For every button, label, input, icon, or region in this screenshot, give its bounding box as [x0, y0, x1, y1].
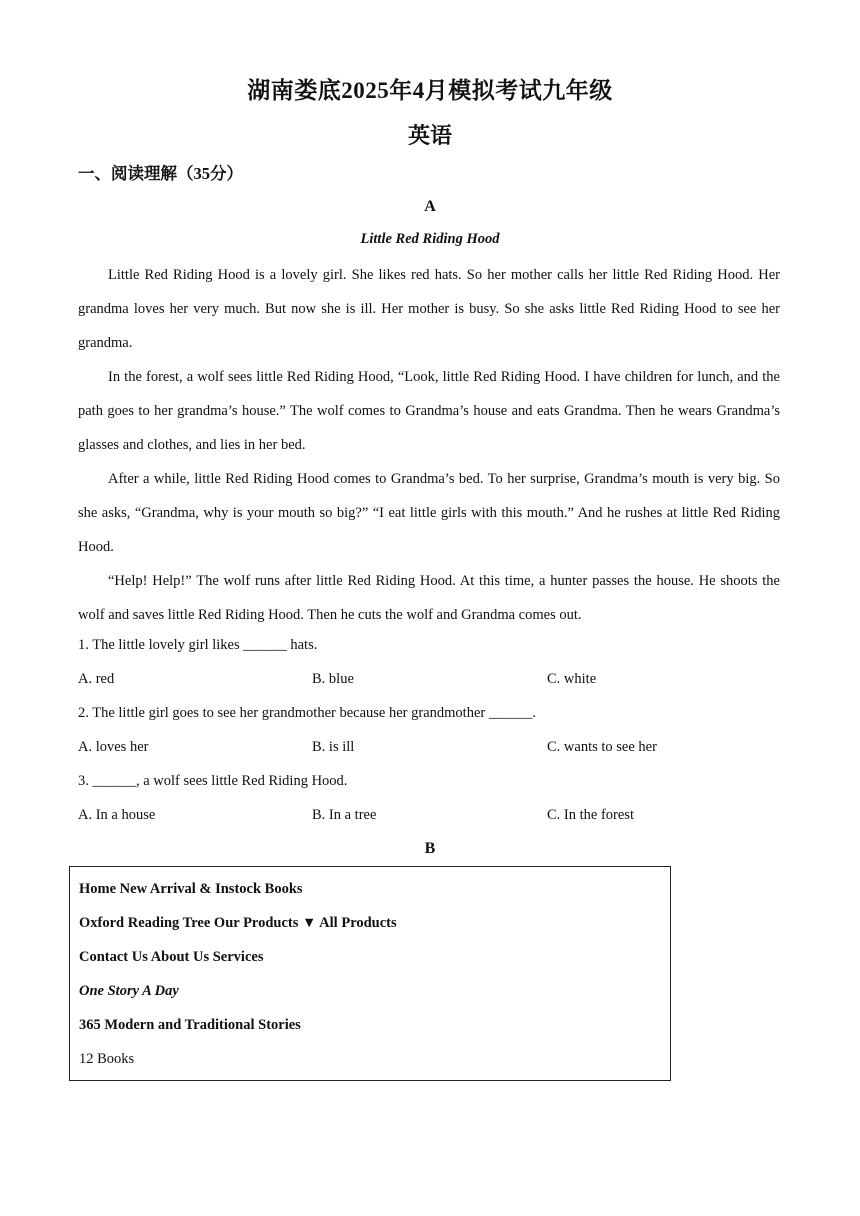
- option-b[interactable]: B. blue: [312, 671, 354, 687]
- part-a-label: A: [424, 198, 436, 215]
- ad-book-count: 12 Books: [79, 1051, 135, 1067]
- bookstore-ad-box: [69, 866, 671, 1081]
- option-c[interactable]: C. In the forest: [547, 807, 634, 823]
- ad-nav-line-3: Contact Us About Us Services: [79, 949, 264, 965]
- section-heading: 一、阅读理解（35分）: [78, 164, 243, 183]
- option-b[interactable]: B. In a tree: [312, 807, 377, 823]
- option-c[interactable]: C. white: [547, 671, 597, 687]
- passage-paragraph: After a while, little Red Riding Hood comes to Grandma’s bed. To her surprise, Grandma’s mouth is very big. So she asks, “Grandma, why is your mouth so big?” “I eat little girls with this mouth.” And he rushes at little Red Riding Hood.: [78, 471, 780, 555]
- option-b[interactable]: B. is ill: [312, 739, 355, 755]
- passage-paragraph: In the forest, a wolf sees little Red Riding Hood, “Look, little Red Riding Hood. I have children for lunch, and the path goes to her grandma’s house.” The wolf comes to Grandma’s house and eats Grandma. Then he wears Grandma’s glasses and clothes, and lies in her bed.: [78, 369, 780, 453]
- ad-book-title: One Story A Day: [79, 983, 179, 999]
- exam-title: 湖南娄底2025年4月模拟考试九年级: [247, 78, 613, 103]
- option-a[interactable]: A. loves her: [78, 739, 149, 755]
- passage: [78, 258, 780, 632]
- option-a[interactable]: A. red: [78, 671, 115, 687]
- passage-paragraph: Little Red Riding Hood is a lovely girl. She likes red hats. So her mother calls her little Red Riding Hood. Her grandma loves her very much. But now she is ill. Her mother is busy. So she asks little Red Riding Hood to see her grandma.: [78, 267, 780, 351]
- subject-title: 英语: [407, 123, 452, 148]
- passage-paragraph: “Help! Help!” The wolf runs after little Red Riding Hood. At this time, a hunter passes the house. He shoots the wolf and saves little Red Riding Hood. Then he cuts the wolf and Grandma comes out.: [78, 573, 780, 623]
- ad-book-subtitle: 365 Modern and Traditional Stories: [79, 1017, 301, 1033]
- question-2: 2. The little girl goes to see her grandmother because her grandmother ______.: [78, 705, 536, 721]
- ad-nav-line-1: Home New Arrival & Instock Books: [79, 881, 303, 897]
- option-a[interactable]: A. In a house: [78, 807, 156, 823]
- ad-nav-line-2: Oxford Reading Tree Our Products ▼ All Products: [79, 915, 397, 931]
- part-b-label: B: [424, 840, 436, 857]
- story-title: Little Red Riding Hood: [360, 231, 500, 247]
- question-1: 1. The little lovely girl likes ______ hats.: [78, 637, 318, 653]
- question-3: 3. ______, a wolf sees little Red Riding Hood.: [78, 773, 348, 789]
- option-c[interactable]: C. wants to see her: [547, 739, 657, 755]
